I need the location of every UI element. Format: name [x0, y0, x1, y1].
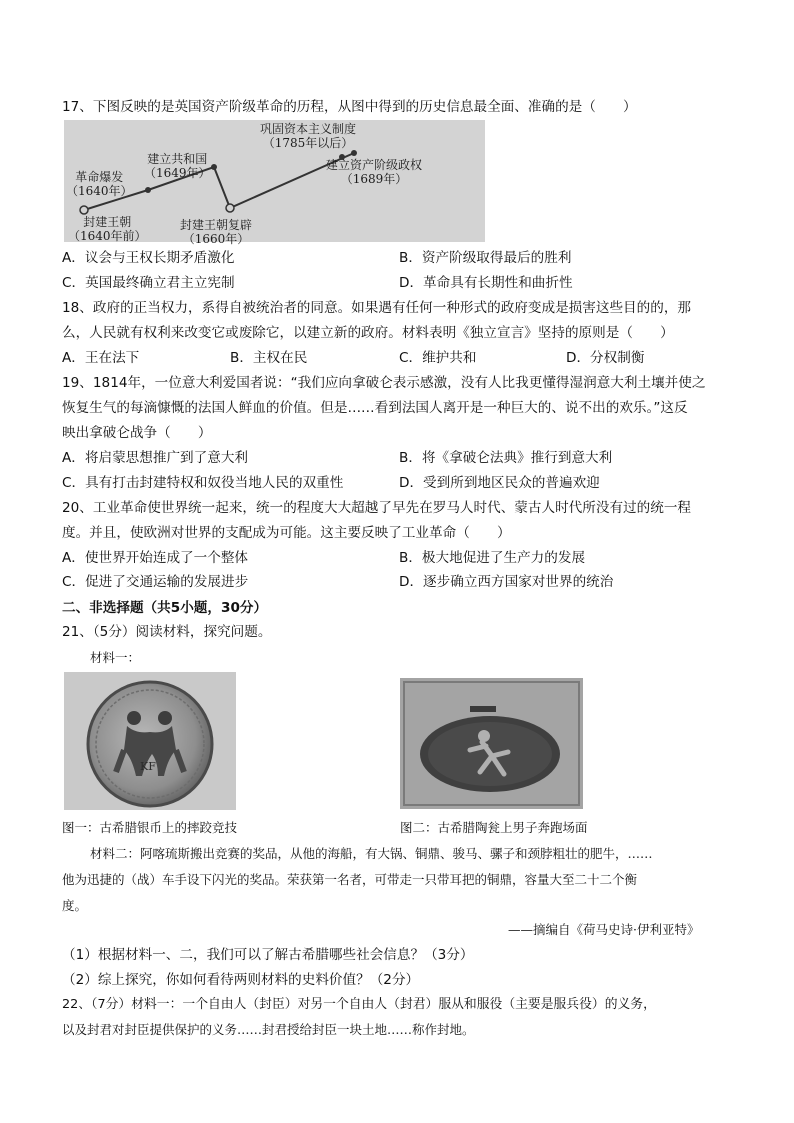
q19-option-d[interactable]: D．受到所到地区民众的普遍欢迎 [399, 475, 600, 491]
timeline-node-label: 封建王朝 [83, 215, 132, 229]
timeline-node-feudal [68, 215, 147, 243]
q19-option-c[interactable]: C．具有打击封建特权和奴役当地人民的双重性 [62, 475, 344, 491]
q21-material2-line1: 材料二：阿喀琉斯搬出竞赛的奖品，从他的海船，有大锅、铜鼎、骏马、骡子和颈脖粗壮的肥牛，…… [90, 846, 653, 861]
q17-option-b[interactable]: B．资产阶级取得最后的胜利 [399, 250, 572, 266]
q21-stem: 21、（5分）阅读材料，探究问题。 [62, 624, 272, 640]
figure2-caption: 图二：古希腊陶瓮上男子奔跑场面 [400, 820, 588, 835]
coin-inscription: KF [140, 760, 156, 773]
timeline-node-date: （1785年以后） [262, 136, 354, 150]
greek-silver-coin-photo [64, 672, 236, 810]
q21-subquestion-2: （2）综上探究，你如何看待两则材料的史料价值？（2分） [62, 972, 420, 988]
q18-option-d[interactable]: D．分权制衡 [566, 350, 645, 366]
q20-option-c[interactable]: C．促进了交通运输的发展进步 [62, 574, 249, 590]
timeline-node-date: （1649年） [144, 166, 211, 180]
timeline-node-date: （1689年） [340, 172, 408, 186]
q18-option-a[interactable]: A．王在法下 [62, 350, 140, 366]
q19-stem-line1: 19、1814年，一位意大利爱国者说：“我们应向拿破仑表示感激，没有人比我更懂得湿润意大利土壤并使之 [62, 375, 706, 391]
q18-stem-line1: 18、政府的正当权力，系得自被统治者的同意。如果遇有任何一种形式的政府变成是损害这些目的的，那 [62, 300, 692, 316]
q20-option-b[interactable]: B．极大地促进了生产力的发展 [399, 550, 586, 566]
q21-subquestion-1: （1）根据材料一、二，我们可以了解古希腊哪些社会信息？（3分） [62, 947, 474, 963]
greek-vase-runner-photo [400, 678, 583, 809]
q22-stem-line2: 以及封君对封臣提供保护的义务……封君授给封臣一块土地……称作封地。 [62, 1022, 475, 1037]
timeline-node-revolution [66, 170, 133, 198]
q19-option-b[interactable]: B．将《拿破仑法典》推行到意大利 [399, 450, 613, 466]
q18-option-c[interactable]: C．维护共和 [399, 350, 477, 366]
timeline-node-restoration [180, 218, 252, 246]
section-heading: 二、非选择题（共5小题，30分） [62, 600, 268, 616]
q21-material1-label: 材料一： [90, 650, 141, 665]
timeline-node-republic [144, 152, 211, 180]
q19-stem-line3: 映出拿破仑战争（ ） [62, 425, 212, 441]
q18-stem-line2: 么，人民就有权利来改变它或废除它，以建立新的政府。材料表明《独立宣言》坚持的原则是（ ） [62, 325, 674, 341]
q20-option-d[interactable]: D．逐步确立西方国家对世界的统治 [399, 574, 614, 590]
timeline-node-bourgeois [326, 158, 422, 186]
q17-option-a[interactable]: A．议会与王权长期矛盾激化 [62, 250, 235, 266]
timeline-node-label: 建立资产阶级政权 [326, 158, 423, 172]
q21-material2-line2: 他为迅捷的（战）车手设下闪光的奖品。荣获第一名者，可带走一只带耳把的铜鼎，容量大至二十二个衡 [62, 872, 638, 887]
timeline-node-label: 革命爆发 [75, 170, 124, 184]
q17-option-d[interactable]: D．革命具有长期性和曲折性 [399, 275, 573, 291]
timeline-node-date: （1640年前） [68, 229, 147, 243]
q18-option-b[interactable]: B．主权在民 [230, 350, 308, 366]
q20-option-a[interactable]: A．使世界开始连成了一个整体 [62, 550, 249, 566]
q22-stem-line1: 22、（7分）材料一：一个自由人（封臣）对另一个自由人（封君）服从和服役（主要是服兵役）的义务， [62, 997, 656, 1012]
timeline-node-date: （1640年） [66, 184, 133, 198]
timeline-node-label: 封建王朝复辟 [180, 218, 253, 232]
revolution-timeline-image [64, 120, 485, 246]
q19-option-a[interactable]: A．将启蒙思想推广到了意大利 [62, 450, 249, 466]
q20-stem-line2: 度。并且，使欧洲对世界的支配成为可能。这主要反映了工业革命（ ） [62, 525, 511, 541]
q17-stem: 17、下图反映的是英国资产阶级革命的历程，从图中得到的历史信息最全面、准确的是（ ） [62, 99, 637, 115]
q21-material2-line3: 度。 [62, 898, 88, 913]
timeline-node-label: 巩固资本主义制度 [260, 122, 357, 136]
q19-stem-line2: 恢复生气的每滴慷慨的法国人鲜血的价值。但是……看到法国人离开是一种巨大的、说不出的欢乐。”这反 [62, 400, 688, 416]
q20-stem-line1: 20、工业革命使世界统一起来，统一的程度大大超越了早先在罗马人时代、蒙古人时代所没有过的统一程 [62, 500, 692, 516]
q17-option-c[interactable]: C．英国最终确立君主立宪制 [62, 275, 235, 291]
figure1-caption: 图一：古希腊银币上的摔跤竞技 [62, 820, 238, 835]
timeline-node-date: （1660年） [182, 232, 250, 246]
q21-source: ——摘编自《荷马史诗·伊利亚特》 [508, 922, 700, 937]
timeline-node-label: 建立共和国 [147, 152, 208, 166]
timeline-node-consolidate [260, 122, 356, 150]
